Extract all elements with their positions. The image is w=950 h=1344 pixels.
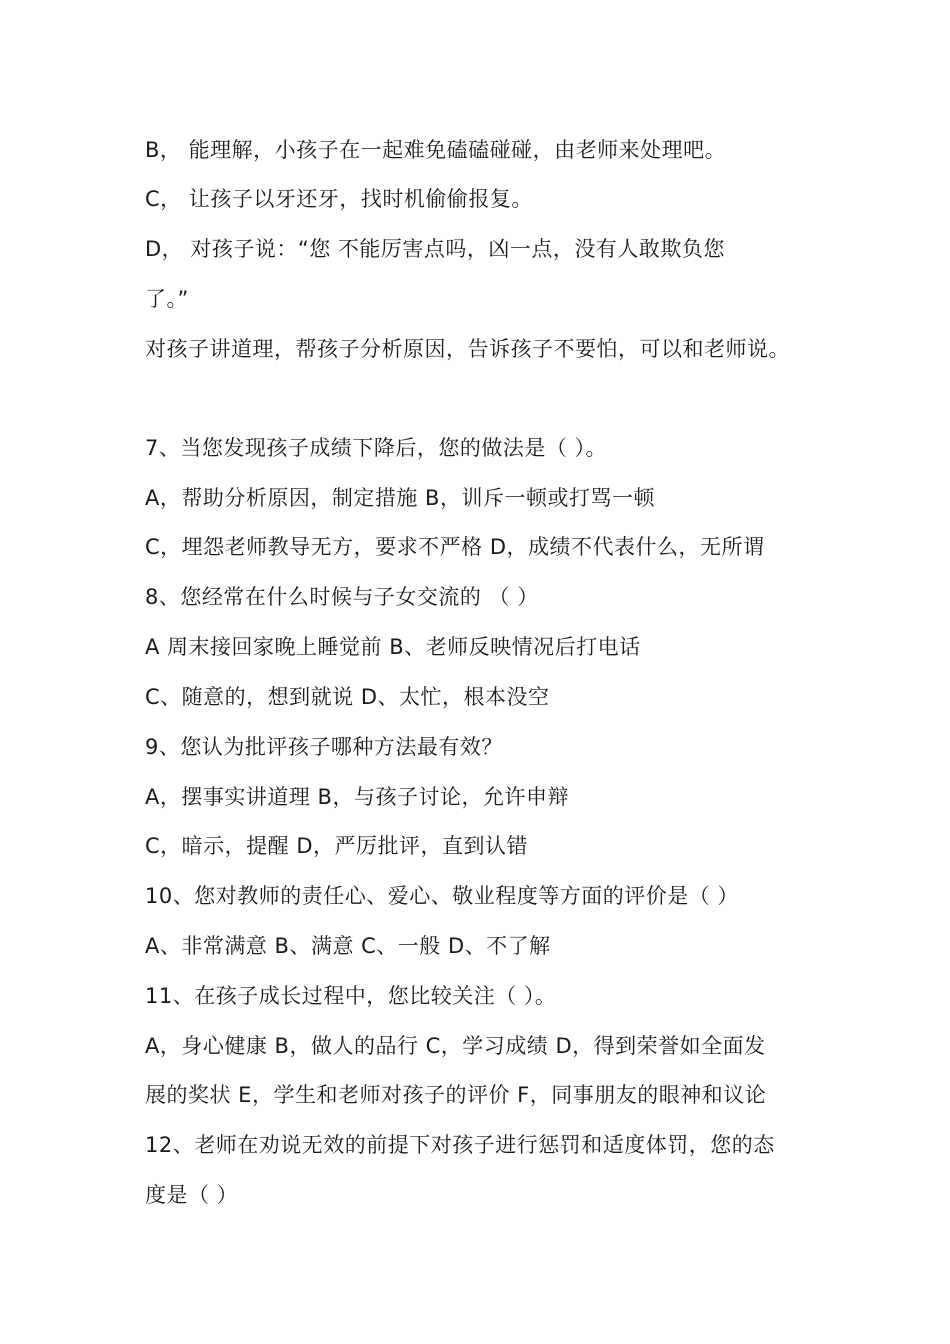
option-d-continuation: 了。”: [145, 287, 189, 311]
question-7-options-cd: C，埋怨老师教导无方，要求不严格 D，成绩不代表什么，无所谓: [145, 535, 765, 559]
question-12: 12、老师在劝说无效的前提下对孩子进行惩罚和适度体罚，您的态: [145, 1133, 775, 1157]
question-7: 7、当您发现孩子成绩下降后，您的做法是（ ）。: [145, 436, 608, 460]
question-11: 11、在孩子成长过程中，您比较关注（ ）。: [145, 984, 557, 1008]
question-8: 8、您经常在什么时候与子女交流的 （ ）: [145, 585, 539, 609]
option-d-line: D， 对孩子说：“您 不能厉害点吗，凶一点，没有人敢欺负您: [145, 237, 725, 261]
question-11-options: A，身心健康 B，做人的品行 C，学习成绩 D，得到荣誉如全面发: [145, 1034, 766, 1058]
question-7-options-ab: A，帮助分析原因，制定措施 B，训斥一顿或打骂一顿: [145, 486, 655, 510]
question-11-options-continuation: 展的奖状 E，学生和老师对孩子的评价 F，同事朋友的眼神和议论: [145, 1083, 767, 1107]
option-c-line: C， 让孩子以牙还牙，找时机偷偷报复。: [145, 187, 533, 211]
answer-line: 对孩子讲道理，帮孩子分析原因，告诉孩子不要怕，可以和老师说。: [145, 337, 790, 361]
question-10-options: A、非常满意 B、满意 C、一般 D、不了解: [145, 934, 551, 958]
question-9-options-cd: C，暗示，提醒 D，严厉批评，直到认错: [145, 834, 529, 858]
question-9: 9、您认为批评孩子哪种方法最有效？: [145, 735, 503, 759]
question-12-continuation: 度是（ ）: [145, 1183, 239, 1207]
option-b-line: B， 能理解，小孩子在一起难免磕磕碰碰，由老师来处理吧。: [145, 138, 727, 162]
question-8-options-ab: A 周末接回家晚上睡觉前 B、老师反映情况后打电话: [145, 635, 641, 659]
question-8-options-cd: C、随意的，想到就说 D、太忙，根本没空: [145, 685, 550, 709]
question-9-options-ab: A，摆事实讲道理 B，与孩子讨论，允许申辩: [145, 785, 569, 809]
question-10: 10、您对教师的责任心、爱心、敬业程度等方面的评价是（ ）: [145, 884, 739, 908]
